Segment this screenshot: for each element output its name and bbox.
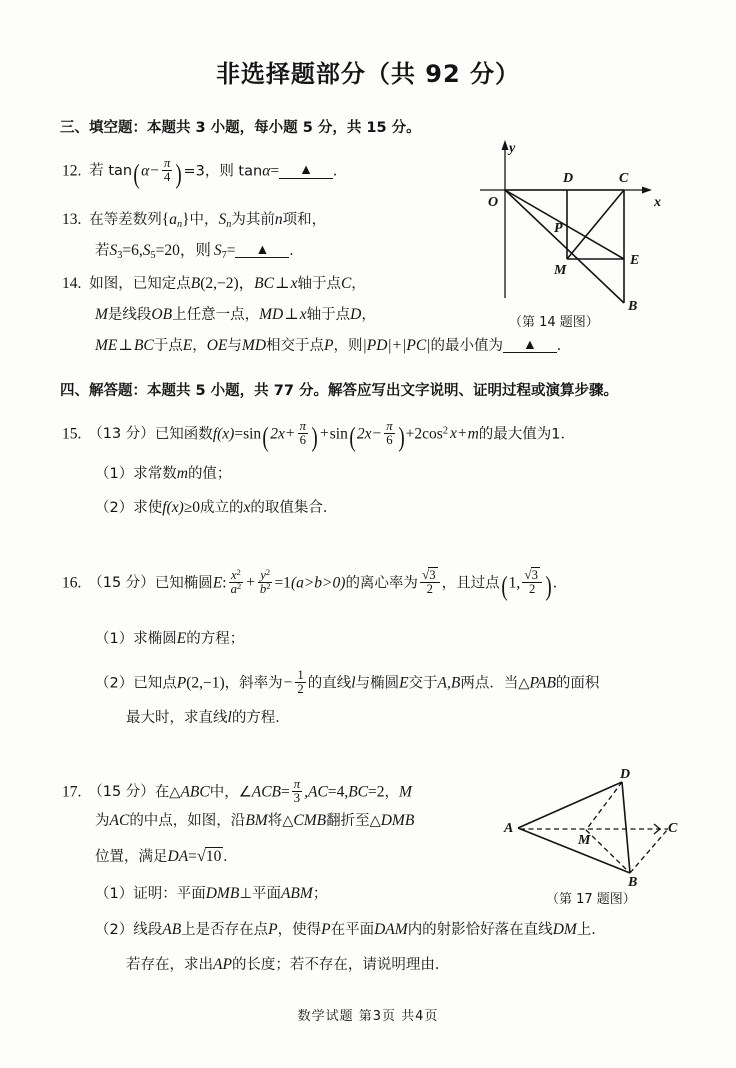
q12-minus: − (150, 162, 160, 180)
q14-expr: |PD|+|PC| (362, 337, 431, 354)
segment-CM (567, 190, 624, 259)
q17-line3-eq: = (188, 848, 197, 865)
q15-sub2-c: 的取值集合． (250, 500, 338, 516)
q14-OB: OB (151, 306, 173, 323)
figure-14-label-P: P (554, 221, 563, 236)
q12-frac-den: 4 (162, 170, 172, 184)
q16-sub2-minus: − (283, 674, 293, 692)
q14-BC2: BC (133, 337, 154, 354)
q14-C: C (340, 275, 352, 292)
q14-perp3: ⊥ (118, 337, 133, 354)
figure-14-axis-y-label: y (509, 141, 516, 156)
q15-sub2-b: 成立的 (200, 500, 244, 516)
q17-sub2-f: 上． (576, 922, 606, 938)
figure-17-label-C: C (668, 821, 678, 836)
question-15-stem: 15. （13 分）已知函数f(x)=sin(2x+ $\frac{\pi}{6}$ ) +sin(2x− $\frac{\pi}{6}$ )$+2\cos^2$ x+m的最大值为1． (62, 419, 576, 453)
q17-sub2-e: 内的射影恰好落在直线 (407, 922, 553, 938)
question-17-sub1 (95, 886, 327, 902)
q14-line3g: 的最小值为 (430, 338, 503, 354)
q13-s5-val: =20，则 (155, 242, 211, 259)
q14-line2c: 上任意一点， (172, 307, 260, 323)
q13-s7-sub: 7 (221, 249, 227, 261)
q16-E: E (212, 574, 223, 592)
q12-equals: = (270, 162, 280, 180)
q13-s5-sub: 5 (150, 249, 156, 261)
figure-14-svg (478, 138, 678, 313)
q14-comma2: ， (361, 307, 376, 323)
question-13-line1: 13. 在等差数列$\{a_n\}$中，$S_n$为其前n项和， (62, 211, 327, 230)
q13-s3: S (109, 242, 118, 259)
q13-sn: S (218, 211, 227, 228)
q16-sub2-coord: (2,−1) (186, 674, 225, 692)
figure-14-label-D: D (563, 171, 574, 186)
section-4-lead: 四、解答题： (60, 383, 147, 399)
q17-sub2-d: 在平面 (330, 922, 375, 938)
question-17-line1 (62, 778, 412, 806)
q16-sub1-E: E (176, 630, 187, 647)
q16-frac-x-den: $a^2$ (230, 582, 242, 597)
q16-sub2-frac-num: 1 (297, 668, 304, 682)
q16-stem-c: ，且过点 (441, 575, 500, 592)
q17-stem-b: 中，∠ (209, 784, 252, 801)
q17-line3-b: . (223, 848, 228, 865)
q13-s7: S (213, 242, 222, 259)
q16-sub2-c: 的直线 (307, 675, 352, 692)
figure-14-axis-x-label: x (654, 195, 661, 210)
q12-frac-num: π (164, 156, 171, 170)
q15-frac1-den: 6 (298, 433, 308, 447)
q14-period: . (556, 337, 561, 354)
q13-number: 13. (62, 211, 82, 228)
q16-sub1-b: 的方程； (186, 631, 245, 647)
q16-pt-x: 1, (508, 574, 521, 592)
q13-line2a: 若 (95, 243, 110, 259)
figure-17-label-M: M (578, 833, 591, 848)
q16-eq1: =1 (274, 574, 291, 592)
q14-comma1: ， (351, 276, 366, 292)
q16-sub2-P: P (176, 674, 187, 692)
q17-frac-pi (292, 778, 302, 806)
q17-sub1-DMB: DMB (205, 885, 240, 902)
section-3-lead: 三、填空题： (60, 120, 147, 136)
question-16-sub1 (95, 631, 244, 647)
q15-m: m (467, 425, 479, 443)
q17-sub1-b: ； (312, 886, 328, 902)
q13-an: a (169, 211, 177, 228)
q17-sub2-AB: AB (162, 921, 182, 938)
q16-sub2-e: 交于 (408, 675, 438, 692)
page-title: 非选择题部分（共 92 分） (215, 60, 521, 88)
q15-minus2: − (372, 425, 382, 443)
q17-sqrt10: √10 (196, 847, 222, 865)
q17-number: 17. (62, 783, 82, 801)
q17-ABC: ABC (180, 783, 210, 801)
q17-sub2-c: ，使得 (277, 922, 322, 938)
q17-comma: ， (384, 784, 400, 801)
q14-x2: x (299, 306, 307, 323)
q16-frac-y-den: $b^2$ (259, 582, 271, 597)
q17-sub1-a: （1）证明：平面 (95, 886, 206, 902)
q17-line2-CMB: CMB (293, 812, 327, 829)
q16-pt-den: 2 (522, 582, 542, 596)
q16-sub2-line2-l: l (227, 709, 232, 726)
segment-BC-dashed (630, 829, 668, 873)
q15-sub1-b: 的值； (187, 466, 232, 482)
q17-sub2-a: （2）线段 (95, 922, 163, 938)
q16-sub2-f: 两点．当△ (460, 675, 530, 692)
q17-sub1-perp: ⊥平面 (239, 886, 281, 902)
question-14-line2 (95, 307, 376, 323)
figure-question-14 (478, 138, 678, 313)
q15-cos-sup: 2 (442, 425, 448, 437)
question-14-line3 (95, 338, 561, 354)
figure-17-caption: （第 17 题图） (546, 892, 636, 907)
q16-sub2-frac-den: 2 (297, 682, 304, 697)
q14-answer-blank[interactable]: ▲ (503, 338, 557, 353)
q13-n: n (274, 211, 283, 228)
q15-sub2-ge: ≥0 (183, 499, 201, 516)
q17-line3-a: 位置，满足 (95, 849, 168, 865)
question-15-sub2 (95, 500, 337, 516)
q17-line2-AC: AC (109, 812, 130, 829)
q17-sub2-DAM: DAM (374, 921, 408, 938)
q16-sub2-E: E (399, 674, 409, 692)
q13-answer-blank[interactable]: ▲ (235, 243, 289, 258)
q14-line2d: 轴于点 (306, 307, 351, 323)
q17-line2-d: 翻折至△ (326, 813, 381, 829)
figure-17-label-B: B (628, 875, 638, 890)
q17-stem-a: 在△ (154, 784, 181, 801)
section-3-rest: 本题共 3 小题，每小题 5 分，共 15 分。 (147, 120, 421, 136)
q12-answer-blank[interactable]: ▲ (279, 163, 333, 178)
q16-number: 16. (62, 574, 82, 592)
q17-sub2-b: 上是否存在点 (181, 922, 269, 938)
q15-frac2-num: π (386, 419, 393, 433)
q16-frac-x-num: $x^2$ (230, 567, 241, 582)
q14-line2b: 是线段 (107, 307, 152, 323)
q17-sqrt10-val: 10 (205, 848, 222, 865)
q15-sub2-fx: (x) (166, 499, 184, 516)
q12-period: . (333, 162, 337, 180)
q15-frac2 (384, 420, 394, 448)
q17-BC: BC (348, 783, 369, 801)
q15-marks: （13 分） (88, 426, 155, 443)
q14-line3f: ，则 (333, 338, 363, 354)
q17-ACB: ACB (251, 783, 282, 801)
q16-frac-y-num: $y^2$ (260, 567, 271, 582)
figure-14-caption: （第 14 题图） (509, 315, 599, 330)
q15-sub1-a: （1）求常数 (95, 466, 177, 482)
segment-OB (505, 190, 624, 303)
q15-arg1: 2x (270, 425, 285, 443)
q16-period: . (553, 574, 557, 592)
q16-sub2-PAB: PAB (529, 674, 556, 692)
q15-sin1: sin (243, 425, 262, 443)
question-16-sub2 (95, 669, 599, 697)
q14-ME: ME (95, 337, 118, 354)
q15-f: f (212, 425, 218, 443)
q16-frac-ecc (420, 568, 440, 597)
q16-sub2-frac (295, 669, 305, 697)
q16-sub1-a: （1）求椭圆 (95, 631, 177, 647)
q12-text: 若 tan (89, 163, 133, 180)
section-4-header (60, 379, 618, 400)
question-17-sub2 (95, 922, 606, 938)
question-16-sub2-line2 (126, 710, 290, 726)
q14-D: D (350, 306, 362, 323)
q15-sub2-f: f (162, 499, 167, 516)
q14-number: 14. (62, 275, 82, 292)
q15-eq: = (234, 425, 244, 443)
q14-BC: BC (254, 275, 274, 292)
figure-17-svg (502, 766, 692, 890)
figure-14-label-B: B (628, 299, 638, 314)
q12-eq3: =3，则 tan (183, 163, 263, 180)
q14-line3b: 于点 (153, 338, 183, 354)
section-3-header (60, 116, 421, 137)
q16-sub2-g: 的面积 (555, 675, 600, 692)
q15-fx: (x) (217, 425, 235, 443)
q14-P: P (324, 337, 334, 354)
q14-line3e: 相交于点 (266, 338, 325, 354)
figure-question-17 (502, 766, 692, 890)
q15-stem-a: 已知函数 (154, 426, 213, 443)
q12-fraction (162, 157, 172, 185)
q15-stem-b: 的最大值为1． (478, 426, 576, 443)
q15-frac1-num: π (299, 419, 306, 433)
q17-sub1-ABM: ABM (280, 885, 313, 902)
q13-line1a: 在等差数列 (89, 212, 162, 228)
page-footer: 数学试题 第3页 共4页 (297, 1009, 439, 1024)
q17-line3-DA: DA (167, 848, 189, 865)
q16-frac-y (258, 569, 273, 597)
q17-AC: ,AC (304, 783, 328, 801)
segment-OE (505, 190, 624, 259)
q16-sub2-b: ，斜率为 (224, 675, 283, 692)
q17-M: M (399, 783, 412, 801)
q14-B: B (190, 275, 201, 292)
figure-14-label-M: M (554, 263, 567, 278)
q16-plus: + (246, 574, 255, 592)
q16-frac-x (229, 569, 244, 597)
q15-number: 15. (62, 425, 82, 443)
segment-DB (622, 782, 630, 873)
q14-line1a: 如图，已知定点 (89, 276, 191, 292)
q15-plus: + (285, 425, 295, 443)
q16-colon: : (222, 574, 227, 592)
q15-sub2-a: （2）求使 (95, 500, 163, 516)
q16-stem-a: 已知椭圆 (154, 575, 213, 592)
q14-M: M (95, 306, 108, 323)
q13-line1b: 中， (189, 212, 219, 228)
q14-perp2: ⊥ (284, 306, 299, 323)
q15-sub2-x: x (243, 499, 251, 516)
q12-number: 12. (62, 162, 82, 180)
figure-17-label-A: A (504, 821, 514, 836)
q16-sub2-line2-b: 的方程． (231, 710, 290, 726)
q17-line2-c: 将△ (267, 813, 294, 829)
q17-eq2: =2 (368, 783, 385, 801)
q16-sub2-l: l (351, 674, 356, 692)
y-axis-arrow (502, 140, 509, 150)
question-17-line2 (95, 813, 414, 829)
q17-sub2-P2: P (321, 921, 331, 938)
q15-plus3: +2 (405, 425, 423, 443)
q16-sub2-line2-a: 最大时，求直线 (126, 710, 228, 726)
q14-x1: x (290, 275, 298, 292)
question-13-line2 (95, 243, 293, 261)
q17-sub2-line2-b: 的长度；若不存在，请说明理由． (231, 957, 450, 973)
q17-line2-BM: BM (245, 812, 268, 829)
figure-14-label-E: E (630, 253, 640, 268)
q13-equals: = (226, 242, 236, 259)
q16-cond: (a>b>0) (290, 574, 346, 592)
q16-ecc-num: √3 (421, 567, 436, 582)
q12-alpha: α (141, 162, 150, 180)
q15-x: x (449, 425, 457, 443)
x-axis-arrow (642, 187, 652, 194)
q16-stem-b: 的离心率为 (345, 575, 418, 592)
figure-17-label-D: D (620, 767, 631, 782)
q14-E: E (182, 337, 193, 354)
q15-arg2: 2x (356, 425, 372, 443)
q17-sub2-DM: DM (552, 921, 577, 938)
q13-s5: S (142, 242, 151, 259)
q14-line3c: ， (192, 338, 207, 354)
question-15-sub1 (95, 466, 231, 482)
q17-line2-a: 为 (95, 813, 110, 829)
q13-an-sub: n (176, 218, 183, 230)
q14-OE: OE (206, 337, 228, 354)
segment-AB (518, 828, 630, 873)
q15-cos: cos (422, 425, 443, 443)
q17-sub2-P: P (268, 921, 278, 938)
segment-MB-dashed (586, 830, 630, 873)
q12-alpha2: α (262, 162, 271, 180)
q17-line2-b: 的中点，如图，沿 (129, 813, 246, 829)
q13-sn-sub: n (226, 218, 232, 230)
q17-frac-num: π (293, 777, 301, 791)
q14-MD: MD (259, 306, 284, 323)
q16-sub2-d: 与椭圆 (355, 675, 400, 692)
q13-period: . (289, 242, 294, 259)
q16-sub2-a: （2）已知点 (95, 675, 177, 692)
q17-eq: = (281, 783, 290, 801)
q15-sin2: sin (329, 425, 348, 443)
q16-frac-pt (522, 568, 542, 597)
q13-line1c: 为其前 (231, 212, 275, 228)
q14-perp: ⊥ (274, 275, 290, 292)
q14-line3d: 与 (227, 338, 242, 354)
q13-s3-sub: 3 (117, 249, 123, 261)
q15-plus4: + (457, 425, 467, 443)
q16-marks: （15 分） (88, 575, 155, 592)
section-4-rest: 本题共 5 小题，共 77 分。解答应写出文字说明、证明过程或演算步骤。 (147, 383, 618, 399)
question-16-stem: 16. （15 分）已知椭圆E: $\frac{x^2}{a^2}$ + $\frac{y^2}{b^2}$ =1(a>b>0)的离心率为 $\frac{√3}{2}$ ，且过点(1, $\frac{√3}{2}$ ). (62, 567, 557, 602)
figure-14-label-O: O (488, 195, 499, 210)
q16-pt-num: √3 (524, 567, 538, 582)
q17-frac-den: 3 (292, 791, 302, 805)
q13-s3-val: =6, (122, 242, 143, 259)
question-17-line3 (95, 848, 227, 865)
q14-Bcoord: (2,−2)， (200, 275, 255, 292)
q17-marks: （15 分） (88, 784, 155, 801)
q16-ecc-den: 2 (420, 582, 440, 596)
q17-sub2-line2-AP: AP (213, 956, 232, 973)
q13-line1d: 项和， (282, 212, 327, 228)
q17-sub2-line2-a: 若存在，求出 (126, 957, 213, 973)
q15-sub1-m: m (176, 465, 188, 482)
q16-sub2-AB: A,B (437, 674, 461, 692)
q17-line2-DMB: DMB (380, 812, 415, 829)
q14-MD2: MD (241, 337, 267, 354)
q15-plus2: + (320, 425, 329, 443)
question-12: 12. 若 tan(α− $\frac{\pi}{4}$ )=3，则 tanα= ▲ . (62, 156, 337, 190)
q15-frac1 (298, 420, 308, 448)
q15-frac2-den: 6 (384, 433, 394, 447)
q14-line1b: 轴于点 (297, 276, 341, 292)
question-14-line1 (62, 276, 366, 292)
q17-eq4: =4, (327, 783, 349, 801)
figure-14-label-C: C (619, 171, 629, 186)
segment-AD (518, 782, 622, 828)
question-17-sub2-line2 (126, 957, 449, 973)
